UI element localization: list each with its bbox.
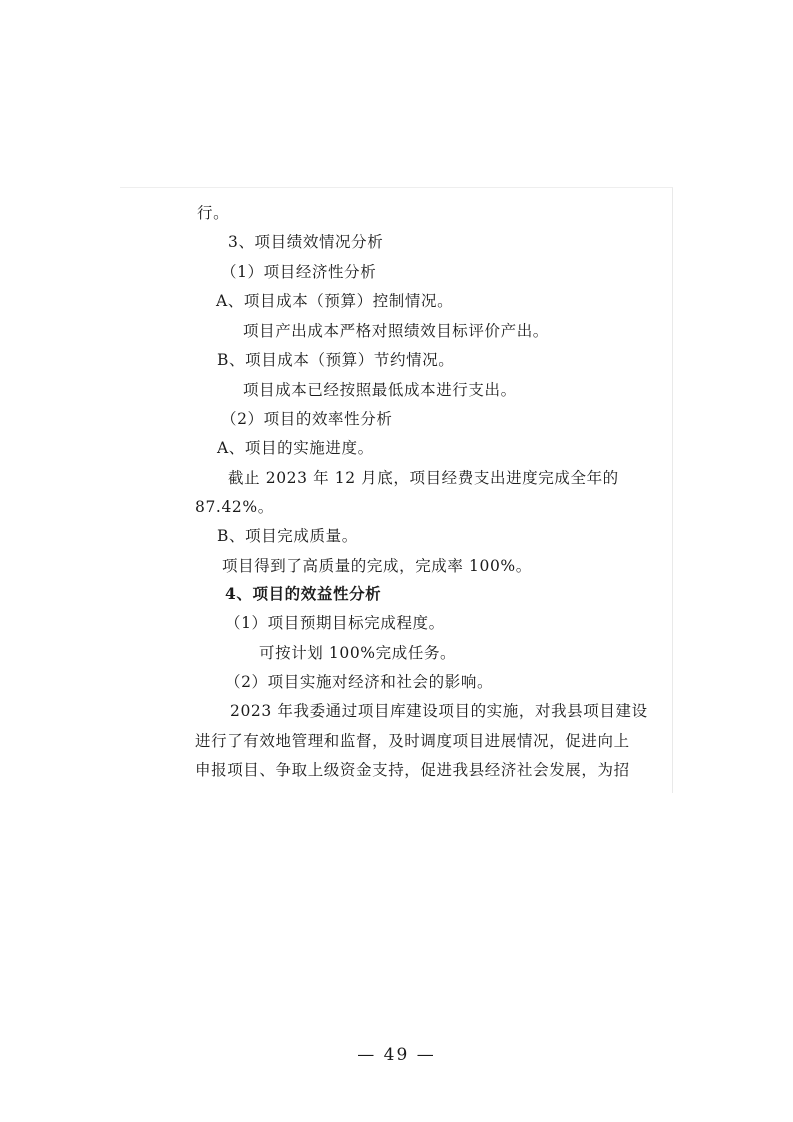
subsection-heading: （2）项目的效率性分析 <box>221 410 393 428</box>
section-heading: 4、项目的效益性分析 <box>225 584 382 603</box>
subsection-heading: （1）项目预期目标完成程度。 <box>225 614 445 632</box>
text-line: A、项目的实施进度。 <box>217 439 374 457</box>
subsection-heading: （2）项目实施对经济和社会的影响。 <box>225 673 494 691</box>
text-line: 可按计划 100%完成任务。 <box>259 644 457 662</box>
text-line: 项目成本已经按照最低成本进行支出。 <box>243 381 517 399</box>
text-line: 2023 年我委通过项目库建设项目的实施，对我县项目建设 <box>230 702 648 720</box>
text-line: 87.42%。 <box>195 498 274 516</box>
text-line: 项目产出成本严格对照绩效目标评价产出。 <box>243 322 549 340</box>
text-line: 截止 2023 年 12 月底，项目经费支出进度完成全年的 <box>228 469 619 487</box>
text-line: 项目得到了高质量的完成，完成率 100%。 <box>222 557 532 575</box>
text-line: B、项目成本（预算）节约情况。 <box>217 351 455 369</box>
page-number: — 49 — <box>357 1045 436 1065</box>
text-line: 行。 <box>197 204 230 222</box>
section-heading: 3、项目绩效情况分析 <box>228 233 384 251</box>
text-line: 进行了有效地管理和监督，及时调度项目进展情况，促进向上 <box>195 732 630 750</box>
text-line: 申报项目、争取上级资金支持，促进我县经济社会发展，为招 <box>195 761 630 779</box>
text-line: A、项目成本（预算）控制情况。 <box>216 292 454 310</box>
subsection-heading: （1）项目经济性分析 <box>221 263 377 281</box>
text-line: B、项目完成质量。 <box>217 527 358 545</box>
